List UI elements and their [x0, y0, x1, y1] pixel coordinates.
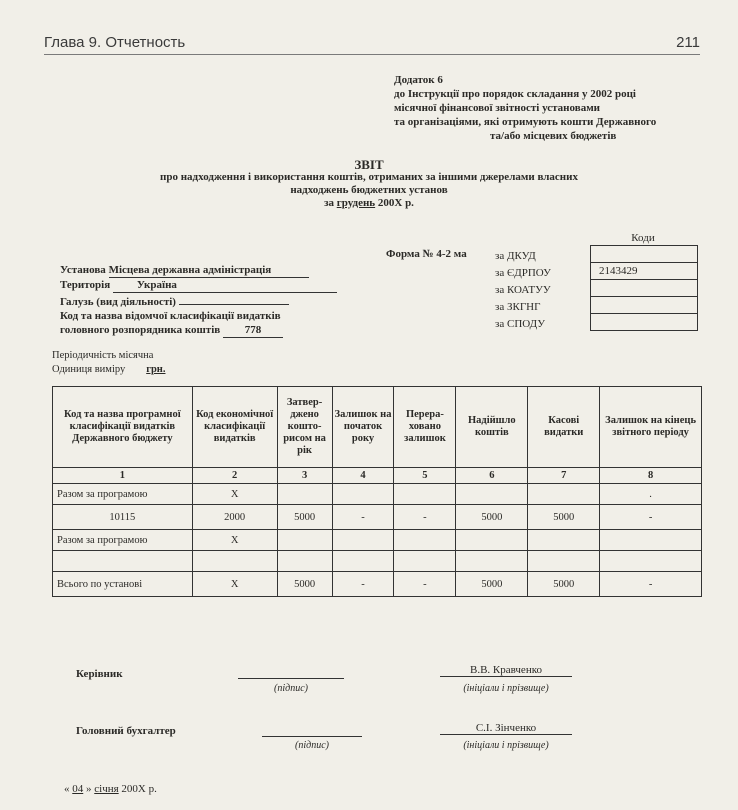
- form-number: Форма № 4-2 ма: [386, 248, 467, 260]
- table-cell: [456, 551, 528, 572]
- unit-value: грн.: [146, 364, 166, 375]
- appendix-line: та/або місцевих бюджетів: [490, 130, 617, 142]
- report-table: [52, 386, 702, 597]
- report-period: [0, 197, 738, 210]
- column-number: 8: [600, 468, 702, 484]
- column-header: Код економічної класифікації видатків: [192, 387, 277, 468]
- table-cell: [53, 551, 193, 572]
- appendix-line: місячної фінансової звітності установами: [394, 102, 601, 114]
- periodicity: Періодичність місячна: [52, 350, 154, 361]
- table-row: [53, 572, 702, 597]
- column-header: Залишок на початок року: [332, 387, 394, 468]
- report-heading: [0, 158, 738, 210]
- table-row: [53, 551, 702, 572]
- accountant-signature-line: [262, 724, 362, 737]
- period-info: [52, 349, 184, 377]
- table-cell: [277, 551, 332, 572]
- column-header: Надійшло коштів: [456, 387, 528, 468]
- column-header: Залишок на кінець звітного періоду: [600, 387, 702, 468]
- report-title: ЗВІТ: [354, 157, 384, 172]
- table-cell: [394, 530, 456, 551]
- table-cell: [600, 530, 702, 551]
- table-cell: -: [600, 505, 702, 530]
- table-cell: [277, 484, 332, 505]
- institution-value: Місцева державна адміністрація: [109, 263, 309, 278]
- codes-header: Коди: [631, 232, 655, 244]
- code-label: за ЄДРПОУ: [495, 267, 551, 279]
- table-cell: [456, 484, 528, 505]
- institution-label: Установа: [60, 264, 106, 276]
- branch-label: Галузь (вид діяльності): [60, 296, 176, 308]
- code-label: за КОАТУУ: [495, 284, 551, 296]
- report-date: [64, 783, 157, 795]
- date-year: 200Х р.: [121, 783, 157, 795]
- table-cell: 5000: [456, 505, 528, 530]
- date-quote: «: [64, 783, 70, 795]
- table-cell: -: [332, 572, 394, 597]
- column-number: 1: [53, 468, 193, 484]
- column-header: Перера-ховано залишок: [394, 387, 456, 468]
- column-number: 6: [456, 468, 528, 484]
- table-cell: .: [600, 484, 702, 505]
- table-cell: [394, 484, 456, 505]
- table-cell: [394, 551, 456, 572]
- table-cell: Разом за програмою: [53, 530, 193, 551]
- table-row: [53, 530, 702, 551]
- table-row: [53, 505, 702, 530]
- classification-code: 778: [223, 323, 283, 338]
- column-header: Код та назва програмної класифікації видатків Державного бюджету: [53, 387, 193, 468]
- code-label: за ЗКГНГ: [495, 301, 541, 313]
- report-subtitle: про надходження і використання коштів, отриманих за іншими джерелами власних: [160, 171, 578, 183]
- code-label: за СПОДУ: [495, 318, 546, 330]
- table-cell: Разом за програмою: [53, 484, 193, 505]
- table-cell: [192, 551, 277, 572]
- table-header-row: [53, 387, 702, 468]
- column-header: Затвер-джено кошто-рисом на рік: [277, 387, 332, 468]
- head-role: Керівник: [76, 668, 123, 680]
- header-divider: [44, 54, 700, 55]
- column-header: Касові видатки: [528, 387, 600, 468]
- column-number: 7: [528, 468, 600, 484]
- table-cell: [332, 551, 394, 572]
- name-caption: (ініціали і прізвище): [463, 683, 549, 694]
- table-cell: [456, 530, 528, 551]
- table-cell: Х: [192, 484, 277, 505]
- code-value: [591, 246, 697, 263]
- table-cell: 5000: [528, 505, 600, 530]
- accountant-name: С.І. Зінченко: [440, 722, 572, 735]
- column-number: 5: [394, 468, 456, 484]
- date-month: січня: [94, 783, 119, 795]
- table-cell: -: [394, 572, 456, 597]
- table-cell: [528, 484, 600, 505]
- column-number-row: [53, 468, 702, 484]
- date-day: 04: [72, 783, 84, 795]
- table-cell: [600, 551, 702, 572]
- report-month: грудень: [336, 197, 376, 209]
- column-number: 3: [277, 468, 332, 484]
- table-cell: [332, 530, 394, 551]
- code-value: [591, 314, 697, 330]
- table-cell: 10115: [53, 505, 193, 530]
- head-signature-line: [238, 666, 344, 679]
- table-cell: 2000: [192, 505, 277, 530]
- organization-info: [60, 263, 337, 338]
- code-labels: [495, 248, 551, 333]
- appendix-line: до Інструкції про порядок складання у 2002 році: [394, 88, 636, 100]
- table-row: [53, 484, 702, 505]
- report-for: за: [324, 197, 334, 209]
- table-cell: 5000: [277, 505, 332, 530]
- territory-value: Україна: [113, 278, 337, 293]
- head-name: В.В. Кравченко: [440, 664, 572, 677]
- territory-label: Територія: [60, 279, 111, 291]
- appendix-title: Додаток 6: [394, 74, 443, 86]
- code-label: за ДКУД: [495, 250, 536, 262]
- code-value: [591, 280, 697, 297]
- table-cell: [528, 551, 600, 572]
- report-year: 200Х р.: [377, 197, 414, 209]
- table-cell: -: [332, 505, 394, 530]
- appendix-note: [394, 73, 714, 143]
- code-value: 2143429: [591, 263, 697, 280]
- classification-label: Код та назва відомчої класифікації видатків: [60, 310, 281, 322]
- table-cell: 5000: [456, 572, 528, 597]
- name-caption: (ініціали і прізвище): [463, 740, 549, 751]
- table-cell: -: [600, 572, 702, 597]
- table-cell: Х: [192, 530, 277, 551]
- report-subtitle: надходжень бюджетних установ: [290, 184, 448, 196]
- chapter-title: Глава 9. Отчетность: [44, 34, 186, 51]
- table-cell: Всього по установі: [53, 572, 193, 597]
- table-cell: -: [394, 505, 456, 530]
- code-value: [591, 297, 697, 314]
- column-number: 2: [192, 468, 277, 484]
- table-cell: [528, 530, 600, 551]
- table-cell: [277, 530, 332, 551]
- page-number: 211: [676, 34, 700, 51]
- signature-caption: (підпис): [295, 740, 329, 751]
- table-cell: [332, 484, 394, 505]
- unit-label: Одиниця виміру: [52, 364, 126, 375]
- table-cell: Х: [192, 572, 277, 597]
- branch-value: [179, 293, 289, 305]
- table-cell: 5000: [528, 572, 600, 597]
- codes-box: [590, 245, 698, 331]
- column-number: 4: [332, 468, 394, 484]
- date-quote: »: [86, 783, 92, 795]
- appendix-line: та організаціями, які отримують кошти Державного: [394, 116, 657, 128]
- classification-label: головного розпорядника коштів: [60, 324, 221, 336]
- table-cell: 5000: [277, 572, 332, 597]
- accountant-role: Головний бухгалтер: [76, 725, 176, 737]
- signature-caption: (підпис): [274, 683, 308, 694]
